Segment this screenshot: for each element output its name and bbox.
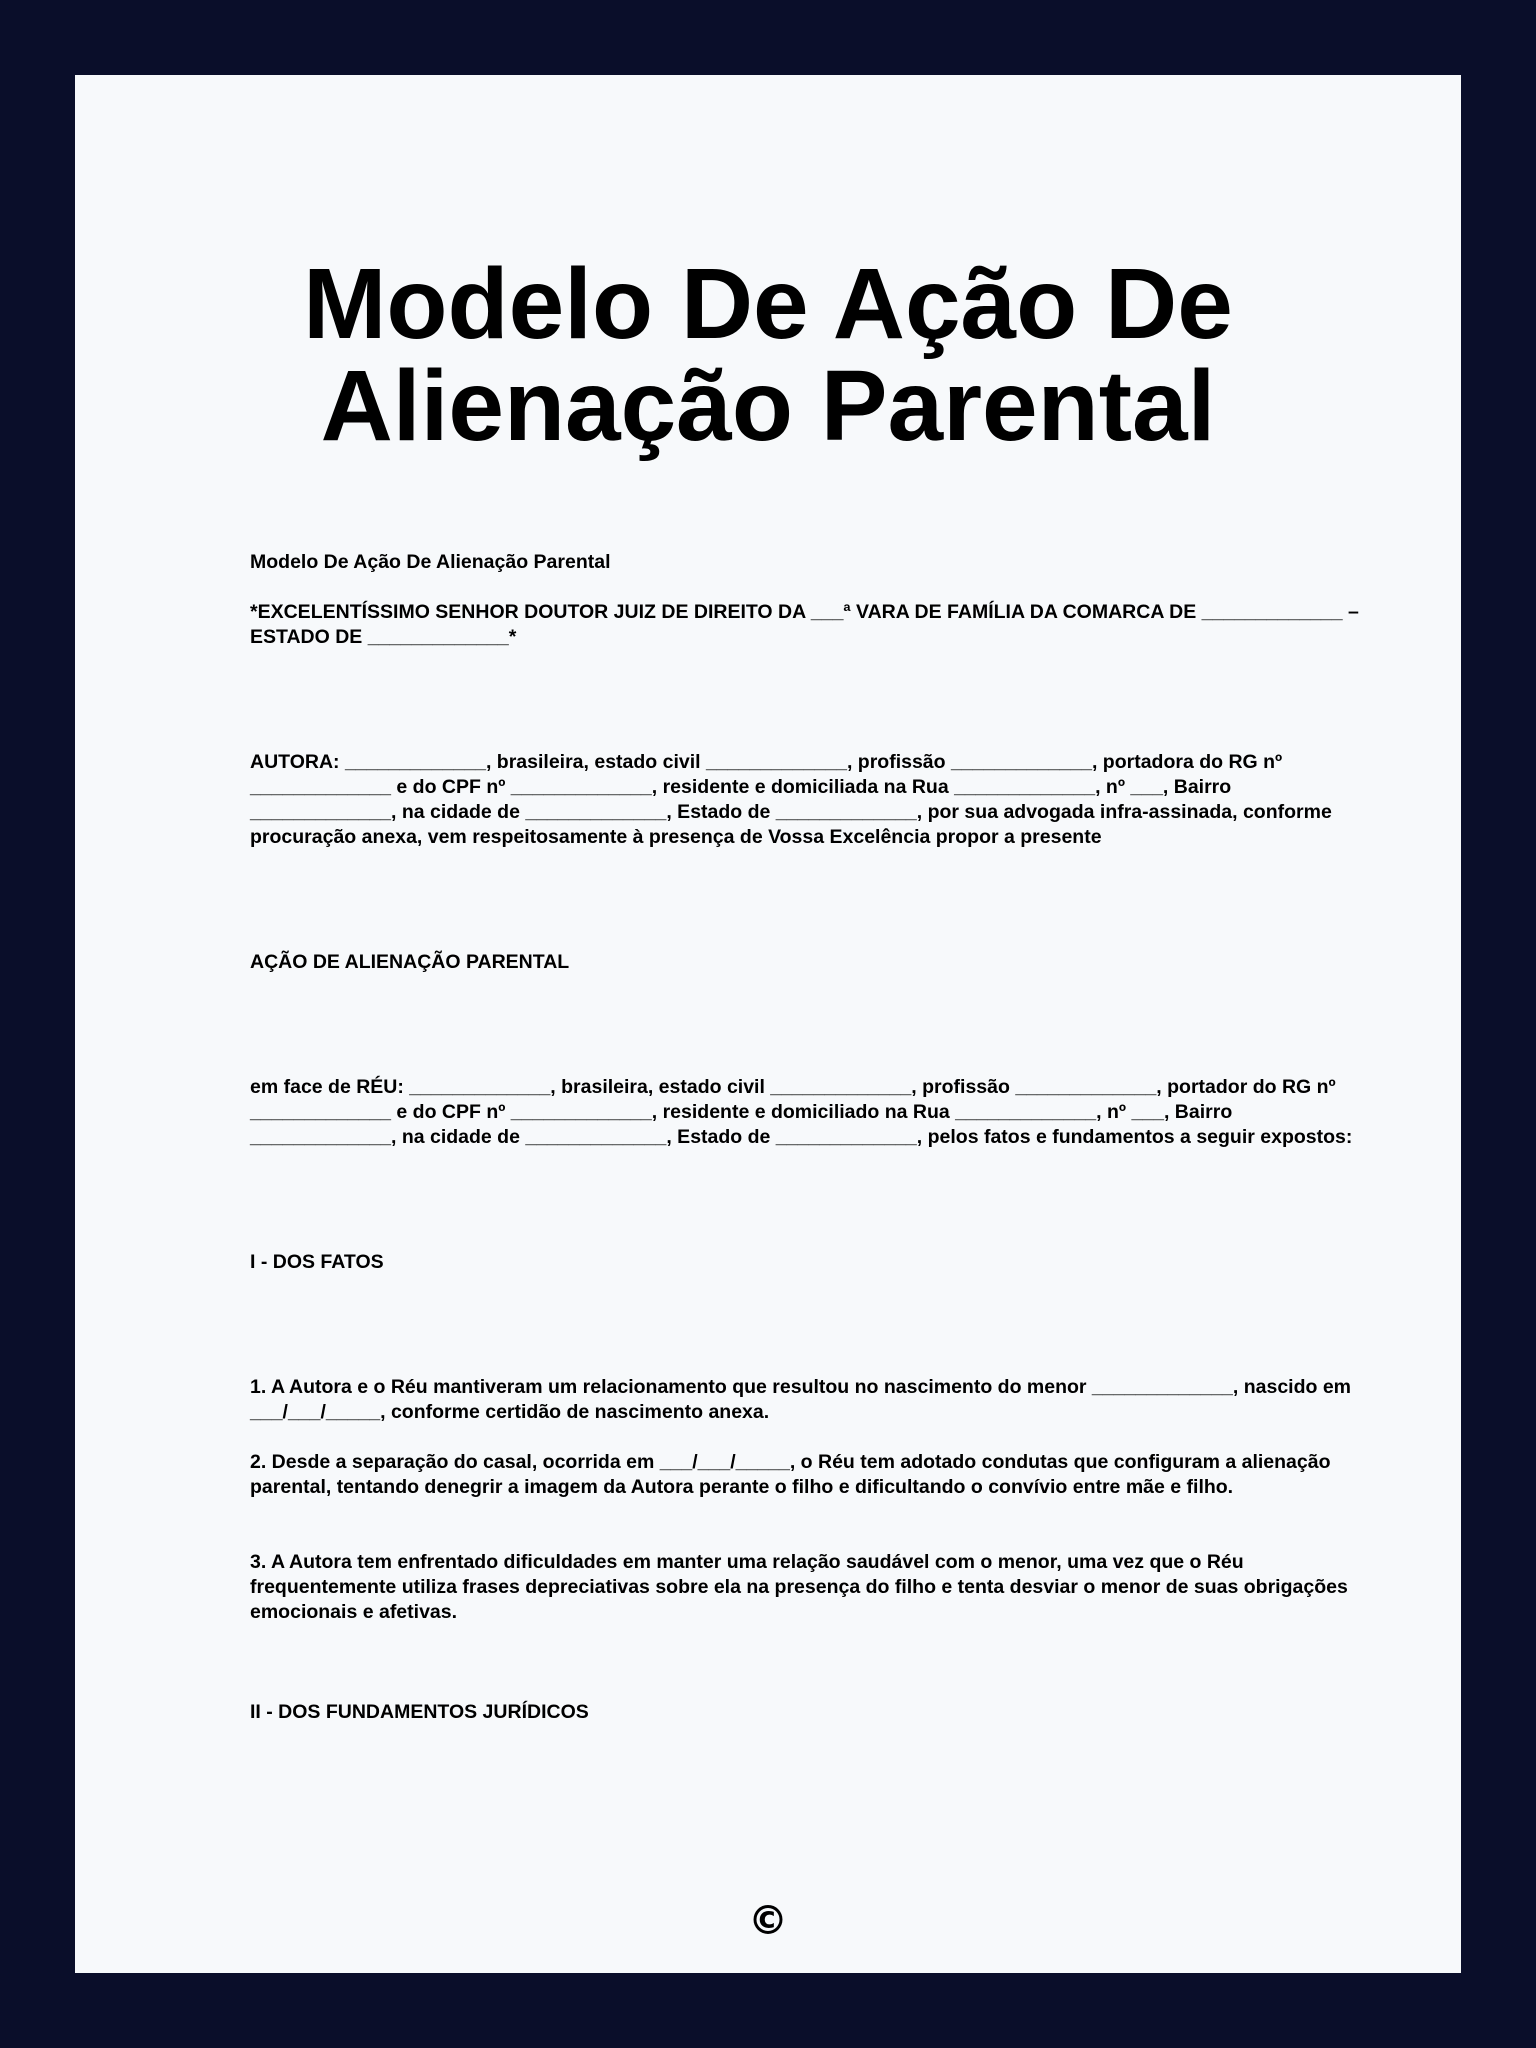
document-page [75,75,1461,1973]
addressee-text: *EXCELENTÍSSIMO SENHOR DOUTOR JUIZ DE DIREITO DA ___ª VARA DE FAMÍLIA DA COMARCA DE _____________ – ESTADO DE _____________* [250,601,1359,648]
section-heading-legal-text: II - DOS FUNDAMENTOS JURÍDICOS [250,1701,589,1723]
autora-paragraph [250,750,1360,850]
document-title: Modelo De Ação De Alienação Parental [303,248,1233,462]
fact-1 [250,1375,1360,1425]
addressee-paragraph [250,600,1360,650]
document-subtitle: Modelo De Ação De Alienação Parental [250,551,611,573]
action-heading-text: AÇÃO DE ALIENAÇÃO PARENTAL [250,951,570,973]
reu-text: em face de RÉU: _____________, brasileira, estado civil _____________, profissão _____________, portador do RG nº _____________ e do CPF nº _____________, residente e domiciliado na Rua _____________, nº ___, Bairro _____________, na cidade de _____________, Estado de _____________, pelos fatos e fundamentos a seguir expostos: [250,1076,1353,1148]
fact-3-text: 3. A Autora tem enfrentado dificuldades em manter uma relação saudável com o menor, uma vez que o Réu frequentemente utiliza frases depreciativas sobre ela na presença do filho e tenta desviar o menor de suas obrigações emocionais e afetivas. [250,1551,1348,1623]
section-heading-legal [250,1700,1360,1725]
fact-3 [250,1550,1360,1625]
fact-1-text: 1. A Autora e o Réu mantiveram um relacionamento que resultou no nascimento do menor _____________, nascido em ___/___/_____, conforme certidão de nascimento anexa. [250,1376,1352,1423]
copyright-icon: © [748,1898,788,1944]
reu-paragraph [250,1075,1360,1150]
document-body [250,550,1360,575]
section-heading-facts [250,1250,1360,1275]
fact-2 [250,1450,1360,1500]
autora-text: AUTORA: _____________, brasileira, estado civil _____________, profissão _____________, portadora do RG nº _____________ e do CPF nº _____________, residente e domiciliada na Rua _____________, nº ___, Bairro _____________, na cidade de _____________, Estado de _____________, por sua advogada infra-assinada, conforme procuração anexa, vem respeitosamente à presença de Vossa Excelência propor a presente [250,751,1332,848]
action-heading [250,950,1360,975]
section-heading-facts-text: I - DOS FATOS [250,1251,384,1273]
fact-2-text: 2. Desde a separação do casal, ocorrida em ___/___/_____, o Réu tem adotado condutas que configuram a alienação parental, tentando denegrir a imagem da Autora perante o filho e dificultando o convívio entre mãe e filho. [250,1451,1331,1498]
